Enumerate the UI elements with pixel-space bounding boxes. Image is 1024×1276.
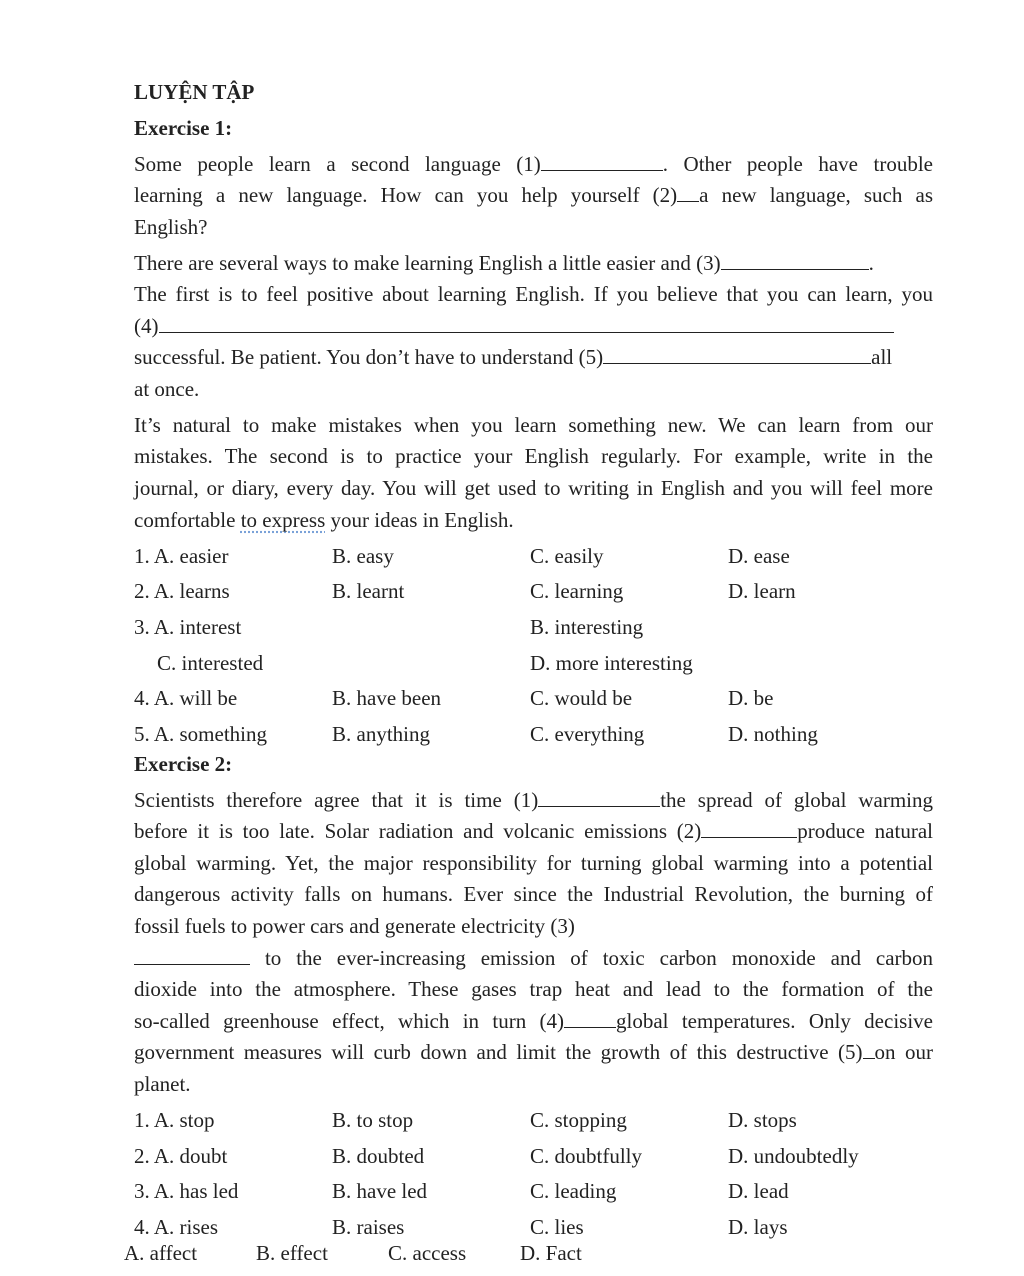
option: C. easily bbox=[530, 544, 604, 568]
option: D. stops bbox=[728, 1108, 797, 1132]
option: 2. A. doubt bbox=[134, 1144, 228, 1168]
option: 2. A. learns bbox=[134, 579, 230, 603]
option: C. learning bbox=[530, 579, 624, 603]
blank-3 bbox=[134, 946, 250, 965]
exercise-2-title: Exercise 2: bbox=[134, 752, 233, 776]
ex2-line: planet. bbox=[134, 1072, 191, 1096]
option: B. easy bbox=[332, 544, 394, 568]
option: C. access bbox=[388, 1241, 467, 1265]
ex1-line: English? bbox=[134, 215, 208, 239]
option: 3. A. has led bbox=[134, 1179, 239, 1203]
blank-5 bbox=[863, 1040, 875, 1059]
blank-1 bbox=[538, 788, 660, 807]
ex2-line: before it is too late. Solar radiation and volcanic emissions (2) produce natural bbox=[134, 819, 933, 843]
ex2-line: Scientists therefore agree that it is time (1) the spread of global warming bbox=[134, 788, 934, 812]
option: D. ease bbox=[728, 544, 790, 568]
option: B. learnt bbox=[332, 579, 405, 603]
option: 5. A. something bbox=[134, 722, 268, 746]
option: B. to stop bbox=[332, 1108, 414, 1132]
ex1-line: at once. bbox=[134, 377, 200, 401]
option: D. more interesting bbox=[530, 651, 693, 675]
option: 3. A. interest bbox=[134, 615, 242, 639]
blank-1 bbox=[541, 152, 663, 171]
option: D. undoubtedly bbox=[728, 1144, 859, 1168]
ex1-line: (4) bbox=[134, 313, 894, 339]
ex1-line: journal, or diary, every day. You will get used to writing in English and you will feel more bbox=[134, 476, 933, 500]
option: C. stopping bbox=[530, 1108, 627, 1132]
ex2-line: dioxide into the atmosphere. These gases trap heat and lead to the formation of the bbox=[134, 977, 933, 1001]
ex2-line: global warming. Yet, the major responsibility for turning global warming into a potential bbox=[134, 851, 933, 875]
ex2-line: government measures will curb down and limit the growth of this destructive (5) on our bbox=[134, 1040, 933, 1064]
ex1-line: It’s natural to make mistakes when you learn something new. We can learn from our bbox=[134, 413, 933, 437]
option: C. interested bbox=[157, 651, 264, 675]
option: B. effect bbox=[256, 1241, 328, 1265]
option: C. everything bbox=[530, 722, 645, 746]
ex1-line: Some people learn a second language (1) . Other people have trouble bbox=[134, 152, 933, 176]
ex2-line: dangerous activity falls on humans. Ever since the Industrial Revolution, the burning of bbox=[134, 882, 933, 906]
ex2-line: to the ever-increasing emission of toxic carbon monoxide and carbon bbox=[134, 945, 933, 971]
ex2-line: so-called greenhouse effect, which in turn (4) global temperatures. Only decisive bbox=[134, 1009, 933, 1033]
option: D. learn bbox=[728, 579, 796, 603]
option: 1. A. stop bbox=[134, 1108, 215, 1132]
ex1-line: There are several ways to make learning English a little easier and (3) . bbox=[134, 251, 874, 275]
option: B. interesting bbox=[530, 615, 644, 639]
option: B. doubted bbox=[332, 1144, 425, 1168]
blank-4 bbox=[564, 1009, 616, 1028]
option: C. would be bbox=[530, 686, 633, 710]
ex2-line: fossil fuels to power cars and generate electricity (3) bbox=[134, 914, 575, 938]
option: D. lead bbox=[728, 1179, 789, 1203]
blank-4 bbox=[159, 314, 894, 333]
option: B. raises bbox=[332, 1215, 405, 1239]
blank-3 bbox=[721, 251, 869, 270]
ex1-line: The first is to feel positive about learning English. If you believe that you can learn, you bbox=[134, 282, 933, 306]
option: A. affect bbox=[124, 1241, 198, 1265]
option: 1. A. easier bbox=[134, 544, 229, 568]
option: B. anything bbox=[332, 722, 430, 746]
blank-5 bbox=[603, 345, 871, 364]
blank-2 bbox=[677, 183, 699, 202]
ex1-line: learning a new language. How can you help yourself (2) a new language, such as bbox=[134, 183, 933, 207]
option: C. doubtfully bbox=[530, 1144, 643, 1168]
option: D. nothing bbox=[728, 722, 818, 746]
option: C. lies bbox=[530, 1215, 584, 1239]
option: D. lays bbox=[728, 1215, 788, 1239]
option: B. have been bbox=[332, 686, 442, 710]
ex1-line: mistakes. The second is to practice your English regularly. For example, write in the bbox=[134, 444, 933, 468]
ex1-line: comfortable to express your ideas in English. bbox=[134, 508, 514, 532]
ex1-line: successful. Be patient. You don’t have to understand (5) all bbox=[134, 345, 893, 369]
option: 4. A. will be bbox=[134, 686, 238, 710]
option: C. leading bbox=[530, 1179, 617, 1203]
option: D. be bbox=[728, 686, 774, 710]
exercise-1-title: Exercise 1: bbox=[134, 116, 233, 140]
option: D. Fact bbox=[520, 1241, 582, 1265]
blank-2 bbox=[701, 819, 797, 838]
option: B. have led bbox=[332, 1179, 428, 1203]
page-heading: LUYỆN TẬP bbox=[134, 80, 255, 104]
option: 4. A. rises bbox=[134, 1215, 218, 1239]
